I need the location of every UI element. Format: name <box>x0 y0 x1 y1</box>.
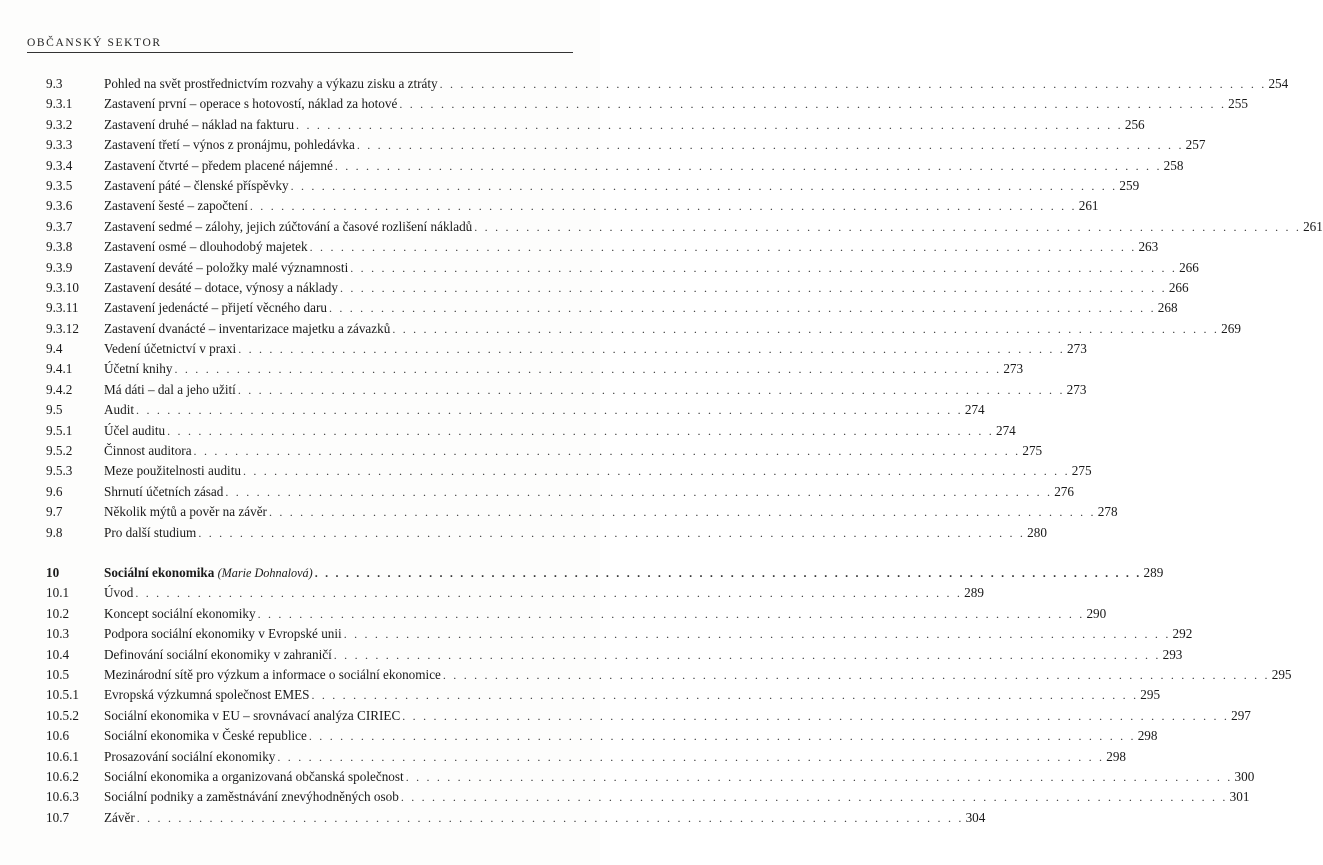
toc-entry-number: 9.4 <box>46 341 63 357</box>
toc-entry-page: 258 <box>1163 157 1184 173</box>
toc-entry-number: 10.5 <box>46 666 70 682</box>
toc-entry-number: 10.6.2 <box>46 768 79 784</box>
toc-entry-title: Koncept sociální ekonomiky <box>104 605 256 621</box>
toc-entry <box>46 196 1099 216</box>
dot-leader <box>291 176 1118 196</box>
toc-entry-title: Shrnutí účetních zásad <box>104 483 224 499</box>
toc-entry-page: 301 <box>1229 789 1250 805</box>
toc-entry-page: 263 <box>1138 239 1159 255</box>
toc-entry-page: 295 <box>1140 687 1161 703</box>
dot-leader <box>167 421 994 441</box>
toc-entry <box>46 441 1043 461</box>
toc-entry-number: 10.2 <box>46 605 70 621</box>
toc-entry-number: 9.6 <box>46 483 63 499</box>
dot-leader <box>350 258 1177 278</box>
dot-leader <box>238 339 1065 359</box>
dot-leader <box>440 74 1267 94</box>
toc-entry-page: 273 <box>1066 381 1087 397</box>
toc-entry-title: Zastavení třetí – výnos z pronájmu, pohledávka <box>104 137 355 153</box>
toc-entry-number: 9.3.1 <box>46 96 73 112</box>
toc-entry-number: 10.6 <box>46 728 70 744</box>
toc-entry <box>46 400 985 420</box>
toc-entry-number: 9.5.3 <box>46 463 73 479</box>
header-rule <box>27 52 573 53</box>
toc-entry-number: 9.5.1 <box>46 422 73 438</box>
toc-section-9 <box>46 74 1323 543</box>
toc-entry-title: Sociální ekonomika v České republice <box>104 728 307 744</box>
toc-entry-page: 298 <box>1137 728 1158 744</box>
dot-leader <box>357 135 1184 155</box>
toc-entry-page: 293 <box>1162 646 1183 662</box>
toc-entry-number: 9.3.7 <box>46 218 73 234</box>
toc-entry-title: Mezinárodní sítě pro výzkum a informace o sociální ekonomice <box>104 666 441 682</box>
toc-entry-title: Zastavení osmé – dlouhodobý majetek <box>104 239 308 255</box>
toc-entry-number: 9.3.10 <box>46 279 79 295</box>
toc-entry-title: Zastavení druhé – náklad na fakturu <box>104 116 295 132</box>
toc-entry <box>46 237 1159 257</box>
toc-entry-number: 9.8 <box>46 524 63 540</box>
toc-entry <box>46 787 1250 807</box>
toc-entry-page: 276 <box>1054 483 1074 499</box>
toc-entry <box>46 115 1145 135</box>
toc-entry-page: 274 <box>995 422 1016 438</box>
toc-entry-page: 274 <box>964 402 985 418</box>
toc-chapter-heading <box>46 563 1164 583</box>
toc-entry-title: Sociální ekonomika a organizovaná občanská společnost <box>104 768 404 784</box>
chapter-page: 289 <box>1143 564 1164 580</box>
toc-entry-title: Pohled na svět prostřednictvím rozvahy a výkazu zisku a ztráty <box>104 76 438 91</box>
toc-entry <box>46 482 1074 502</box>
toc-entry-title: Prosazování sociální ekonomiky <box>104 748 276 764</box>
toc-entry <box>46 319 1241 339</box>
toc-entry <box>46 726 1158 746</box>
toc-entry-title: Zastavení šesté – započtení <box>104 198 248 214</box>
toc-entry-title: Činnost auditora <box>104 443 192 459</box>
toc-entry <box>46 94 1248 114</box>
dot-leader <box>137 808 964 828</box>
toc-entry-title: Má dáti – dal a jeho užití <box>104 381 236 397</box>
toc-entry-page: 254 <box>1268 76 1289 91</box>
toc-entry-title: Zastavení první – operace s hotovostí, náklad za hotové <box>104 96 398 112</box>
toc-entry <box>46 604 1107 624</box>
dot-leader <box>135 583 962 603</box>
toc-entry-title: Účel auditu <box>104 422 166 438</box>
toc-entry-page: 275 <box>1071 463 1092 479</box>
toc-entry-page: 275 <box>1022 443 1043 459</box>
dot-leader <box>194 441 1021 461</box>
toc-entry-number: 9.3.4 <box>46 157 73 173</box>
dot-leader <box>406 767 1233 787</box>
dot-leader <box>310 237 1137 257</box>
toc-section-10 <box>46 583 1292 828</box>
toc-entry <box>46 135 1206 155</box>
toc-entry-number: 10.5.1 <box>46 687 79 703</box>
toc-entry-page: 255 <box>1228 96 1248 112</box>
toc-entry <box>46 747 1126 767</box>
toc-entry-number: 10.6.3 <box>46 789 79 805</box>
toc-entry-page: 273 <box>1067 341 1087 357</box>
toc-entry-number: 9.3.9 <box>46 259 73 275</box>
toc-entry-title: Závěr <box>104 809 135 825</box>
toc-entry <box>46 685 1161 705</box>
toc-entry-number: 9.7 <box>46 504 63 520</box>
toc-entry-number: 9.3.2 <box>46 116 73 132</box>
dot-leader <box>335 156 1162 176</box>
dot-leader <box>225 482 1052 502</box>
toc-entry-number: 10.7 <box>46 809 70 825</box>
toc-entry-title: Vedení účetnictví v praxi <box>104 341 237 357</box>
toc-entry <box>46 258 1199 278</box>
toc-entry <box>46 380 1087 400</box>
toc-entry <box>46 298 1178 318</box>
dot-leader <box>311 685 1138 705</box>
toc-entry <box>46 359 1024 379</box>
toc-entry-title: Účetní knihy <box>104 361 173 377</box>
toc-entry-page: 292 <box>1172 626 1193 642</box>
toc-entry <box>46 767 1255 787</box>
toc-entry-page: 290 <box>1086 605 1107 621</box>
toc-entry-number: 9.3.5 <box>46 177 73 193</box>
toc-entry <box>46 665 1292 685</box>
toc-entry-title: Zastavení jedenácté – přijetí věcného daru <box>104 300 327 316</box>
dot-leader <box>277 747 1104 767</box>
toc-entry-title: Sociální podniky a zaměstnávání znevýhodněných osob <box>104 789 399 805</box>
toc-entry-number: 9.3.11 <box>46 300 79 316</box>
toc-entry-page: 261 <box>1078 198 1099 214</box>
dot-leader <box>392 319 1219 339</box>
toc-entry-title: Zastavení desáté – dotace, výnosy a náklady <box>104 279 338 295</box>
toc-entry-number: 9.3.8 <box>46 239 73 255</box>
toc-entry <box>46 461 1092 481</box>
dot-leader <box>334 645 1161 665</box>
toc-entry-page: 298 <box>1106 748 1126 764</box>
running-head: OBČANSKÝ SEKTOR <box>27 37 162 49</box>
toc-entry <box>46 583 984 603</box>
toc-entry-page: 259 <box>1119 177 1140 193</box>
toc-entry-page: 261 <box>1303 218 1323 234</box>
toc-entry-title: Audit <box>104 402 135 418</box>
toc-entry-number: 10.6.1 <box>46 748 79 764</box>
toc-entry <box>46 278 1189 298</box>
dot-leader <box>474 217 1301 237</box>
toc-entry-title: Zastavení čtvrté – předem placené nájemné <box>104 157 333 173</box>
toc-entry-title: Sociální ekonomika v EU – srovnávací analýza CIRIEC <box>104 707 401 723</box>
toc-entry-number: 9.3.6 <box>46 198 73 214</box>
toc-entry-title: Zastavení dvanácté – inventarizace majetku a závazků <box>104 320 391 336</box>
dot-leader <box>238 380 1065 400</box>
toc-entry-number: 10.3 <box>46 626 70 642</box>
toc-entry-title: Několik mýtů a pověr na závěr <box>104 504 267 520</box>
dot-leader <box>329 298 1156 318</box>
toc-entry-number: 10.5.2 <box>46 707 79 723</box>
dot-leader <box>309 726 1136 746</box>
toc-entry-title: Zastavení sedmé – zálohy, jejich zúčtování a časové rozlišení nákladů <box>104 218 473 234</box>
toc-entry-number: 9.3.3 <box>46 137 73 153</box>
toc-entry <box>46 421 1016 441</box>
toc-entry <box>46 502 1118 522</box>
toc-entry-page: 278 <box>1097 504 1118 520</box>
toc-entry-number: 9.5 <box>46 402 63 418</box>
toc-entry-title: Evropská výzkumná společnost EMES <box>104 687 310 703</box>
toc-entry-page: 256 <box>1124 116 1145 132</box>
table-of-contents <box>46 74 1323 828</box>
dot-leader <box>402 706 1229 726</box>
toc-entry-page: 300 <box>1234 768 1255 784</box>
toc-entry <box>46 74 1289 94</box>
toc-entry-page: 257 <box>1185 137 1206 153</box>
toc-entry <box>46 645 1183 665</box>
dot-leader <box>198 523 1025 543</box>
section-gap <box>46 543 552 563</box>
toc-entry-page: 280 <box>1027 524 1047 540</box>
toc-entry-title: Zastavení deváté – položky malé významnosti <box>104 259 349 275</box>
dot-leader <box>269 502 1096 522</box>
dot-leader <box>250 196 1077 216</box>
toc-entry <box>46 339 1087 359</box>
dot-leader <box>136 400 963 420</box>
toc-entry-page: 297 <box>1231 707 1251 723</box>
dot-leader <box>296 115 1123 135</box>
toc-entry-page: 295 <box>1271 666 1292 682</box>
toc-entry <box>46 156 1184 176</box>
toc-entry <box>46 706 1251 726</box>
toc-entry-number: 10.4 <box>46 646 70 662</box>
dot-leader <box>340 278 1167 298</box>
toc-entry <box>46 217 1323 237</box>
chapter-title: Sociální ekonomika <box>104 564 215 580</box>
toc-entry-page: 268 <box>1157 300 1178 316</box>
dot-leader <box>315 563 1142 583</box>
toc-entry-number: 9.4.2 <box>46 381 73 397</box>
toc-entry-page: 266 <box>1168 279 1189 295</box>
chapter-title-wrap <box>104 563 313 583</box>
dot-leader <box>443 665 1270 685</box>
toc-entry-title: Meze použitelnosti auditu <box>104 463 241 479</box>
chapter-number: 10 <box>46 564 60 580</box>
toc-entry-title: Zastavení páté – členské příspěvky <box>104 177 289 193</box>
dot-leader <box>258 604 1085 624</box>
toc-entry-title: Definování sociální ekonomiky v zahraničí <box>104 646 332 662</box>
toc-entry <box>46 176 1140 196</box>
toc-entry <box>46 808 986 828</box>
toc-entry <box>46 624 1193 644</box>
dot-leader <box>243 461 1070 481</box>
toc-entry-page: 269 <box>1221 320 1241 336</box>
toc-entry-page: 266 <box>1179 259 1199 275</box>
toc-entry-number: 9.3.12 <box>46 320 79 336</box>
toc-entry-number: 9.4.1 <box>46 361 73 377</box>
toc-entry-page: 273 <box>1003 361 1024 377</box>
toc-entry-title: Podpora sociální ekonomiky v Evropské unii <box>104 626 342 642</box>
toc-entry-number: 9.3 <box>46 76 63 91</box>
dot-leader <box>401 787 1228 807</box>
toc-entry-number: 10.1 <box>46 585 70 601</box>
toc-entry <box>46 523 1047 543</box>
toc-entry-page: 304 <box>965 809 986 825</box>
toc-entry-title: Úvod <box>104 585 134 601</box>
toc-entry-page: 289 <box>964 585 984 601</box>
toc-entry-title: Pro další studium <box>104 524 197 540</box>
dot-leader <box>175 359 1002 379</box>
dot-leader <box>344 624 1171 644</box>
dot-leader <box>399 94 1226 114</box>
toc-entry-number: 9.5.2 <box>46 443 73 459</box>
chapter-author: (Marie Dohnalová) <box>217 565 313 580</box>
